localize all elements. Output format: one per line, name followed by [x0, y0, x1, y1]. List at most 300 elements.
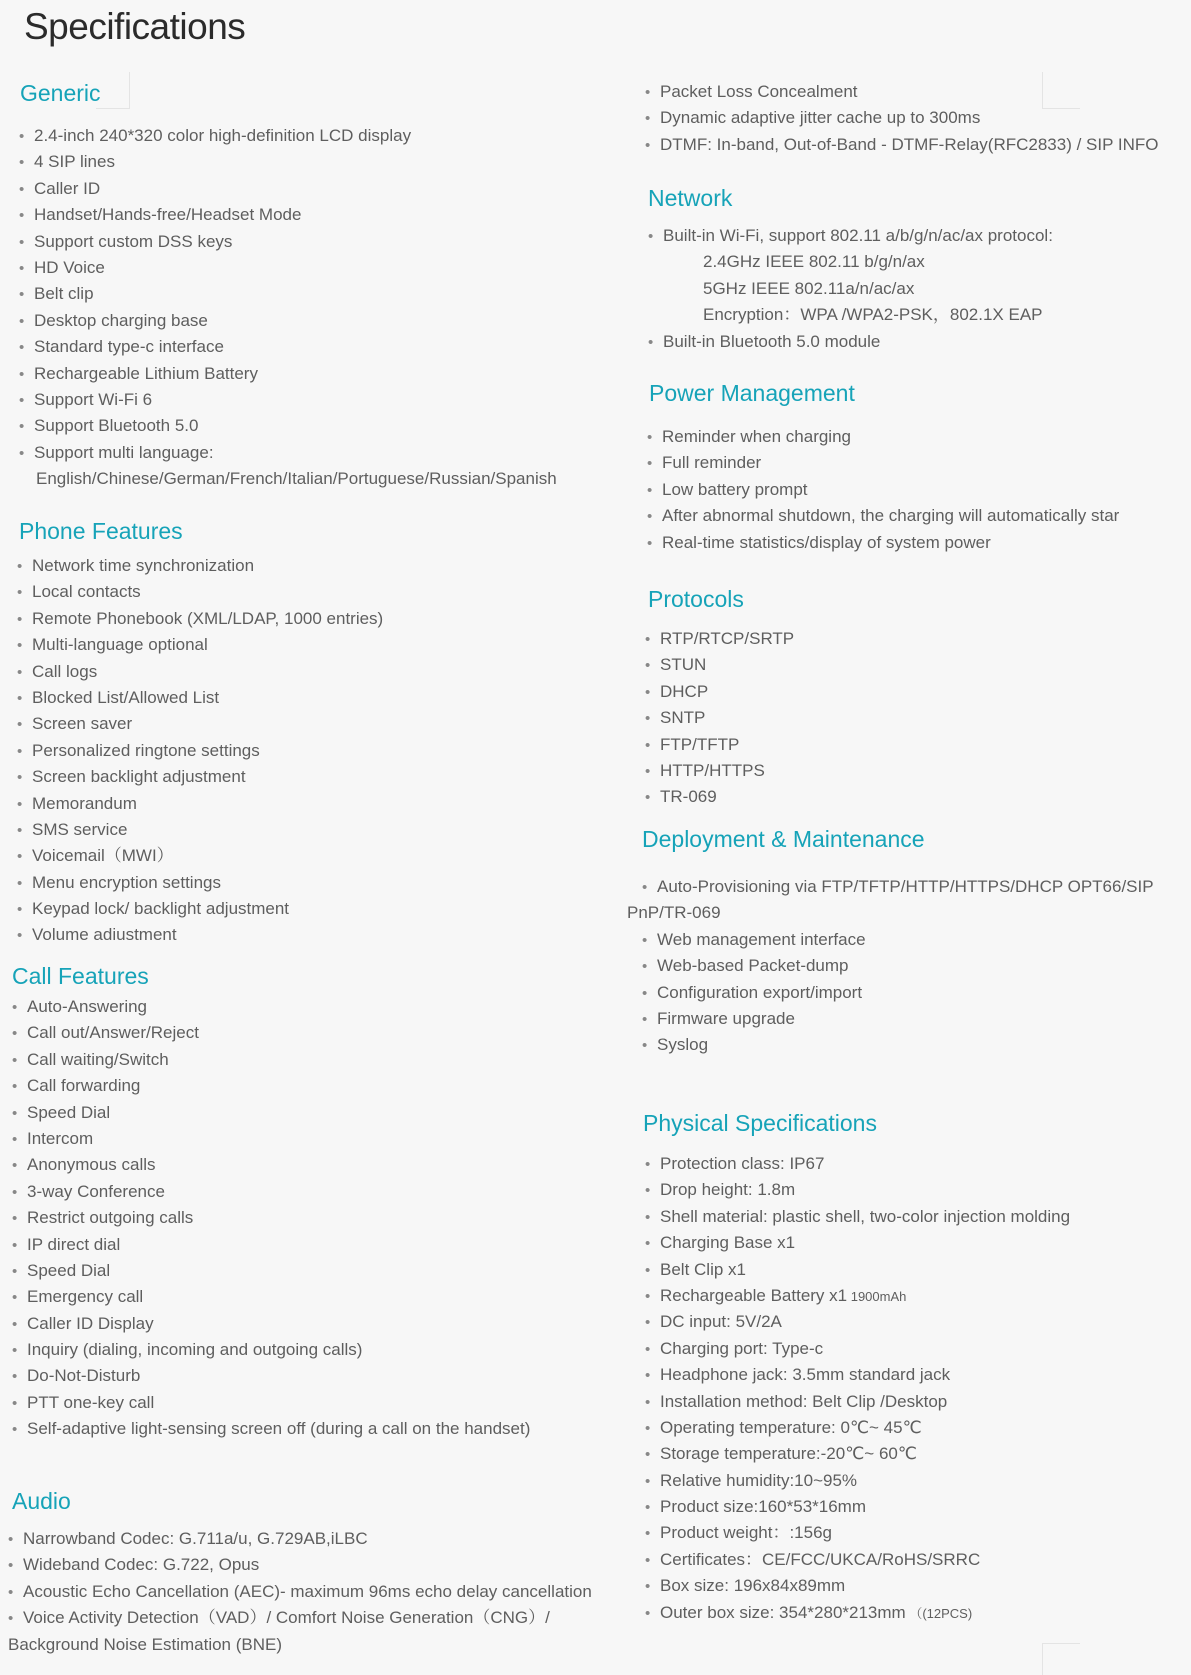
- list-item-text: Auto-Provisioning via FTP/TFTP/HTTP/HTTPS/DHCP OPT66/SIP: [657, 877, 1154, 896]
- list-item-text: Product size:160*53*16mm: [660, 1497, 867, 1517]
- list-item-text: Rechargeable Lithium Battery: [34, 363, 258, 383]
- bullet-icon: •: [647, 429, 653, 446]
- list-item-text: Blocked List/Allowed List: [32, 687, 220, 707]
- bullet-icon: •: [645, 136, 651, 154]
- bullet-icon: •: [17, 742, 23, 760]
- list-item: [645, 1468, 1070, 1494]
- list-item-text: Full reminder: [662, 453, 762, 473]
- list-item-text: Built-in Wi-Fi, support 802.11 a/b/g/n/ac/ax protocol:: [663, 226, 1053, 245]
- list-item: [12, 1020, 530, 1046]
- list-item-text: 5GHz IEEE 802.11a/n/ac/ax: [703, 278, 915, 298]
- list-item-text: Network time synchronization: [32, 556, 255, 575]
- wifi-detail: [648, 276, 1053, 302]
- list-item: [17, 711, 383, 737]
- bullet-icon: •: [645, 1156, 651, 1173]
- section-heading-protocols: Protocols: [648, 586, 744, 612]
- list-item-text: Memorandum: [32, 793, 137, 813]
- languages-line: [19, 466, 557, 492]
- list-item-text: Inquiry (dialing, incoming and outgoing calls): [27, 1340, 363, 1360]
- list-item-text: HTTP/HTTPS: [660, 760, 765, 780]
- bullet-icon: •: [19, 444, 25, 462]
- list-item: [12, 1337, 530, 1363]
- section-heading-network: Network: [648, 185, 733, 211]
- list-item-text: Screen backlight adjustment: [32, 767, 246, 787]
- list-item: [17, 579, 383, 605]
- list-item: [17, 685, 383, 711]
- bullet-icon: •: [645, 1208, 651, 1226]
- list-item-detail: 1900mAh: [847, 1288, 907, 1304]
- bullet-icon: •: [12, 999, 18, 1016]
- bullet-icon: •: [645, 110, 651, 128]
- section-heading-deployment: Deployment & Maintenance: [642, 826, 925, 852]
- list-item: [17, 606, 383, 632]
- bullet-icon: •: [19, 365, 25, 383]
- outer-box-item: [645, 1600, 1070, 1626]
- list-item: [19, 229, 557, 255]
- list-item: [645, 1177, 1070, 1203]
- list-item: [647, 477, 1119, 503]
- list-item: [17, 791, 383, 817]
- list-item-text: Voicemail（MWI）: [32, 846, 174, 866]
- list-item: [8, 1579, 592, 1605]
- list-item-text: Web management interface: [657, 929, 866, 949]
- list-item-text: DC input: 5V/2A: [660, 1312, 782, 1332]
- audio-list: [8, 1526, 592, 1658]
- bullet-icon: •: [645, 1472, 651, 1490]
- bullet-icon: •: [642, 879, 648, 896]
- section-heading-physical-specifications: Physical Specifications: [643, 1110, 877, 1136]
- bullet-icon: •: [645, 1182, 651, 1200]
- list-item: [645, 732, 794, 758]
- list-item-text: Remote Phonebook (XML/LDAP, 1000 entries): [32, 608, 384, 628]
- list-item-text: RTP/RTCP/SRTP: [660, 629, 795, 648]
- list-item-text: Restrict outgoing calls: [27, 1208, 194, 1228]
- wifi-detail: [648, 249, 1053, 275]
- bullet-icon: •: [19, 418, 25, 436]
- list-item: [12, 1390, 530, 1416]
- list-item: [645, 626, 794, 652]
- bullet-icon: •: [17, 689, 23, 707]
- list-item-text: Web-based Packet-dump: [657, 956, 849, 976]
- bullet-icon: •: [17, 610, 23, 628]
- list-item-text: Reminder when charging: [662, 427, 851, 446]
- list-item: [17, 553, 383, 579]
- list-item: [12, 1073, 530, 1099]
- list-item-text: Configuration export/import: [657, 982, 863, 1002]
- bullet-icon: •: [12, 1078, 18, 1096]
- bullet-icon: •: [19, 233, 25, 251]
- list-item-text: 3-way Conference: [27, 1181, 165, 1201]
- list-item-text: Built-in Bluetooth 5.0 module: [663, 331, 881, 351]
- bullet-icon: •: [642, 1010, 648, 1028]
- bullet-icon: •: [12, 1342, 18, 1360]
- bullet-icon: •: [12, 1130, 18, 1148]
- bullet-icon: •: [12, 1236, 18, 1254]
- bullet-icon: •: [19, 154, 25, 172]
- list-item: [645, 1494, 1070, 1520]
- bullet-icon: •: [12, 1394, 18, 1412]
- list-item-text: Volume adiustment: [32, 925, 177, 945]
- network-list: [648, 223, 1053, 355]
- list-item-text: Handset/Hands-free/Headset Mode: [34, 205, 302, 225]
- bullet-icon: •: [645, 657, 651, 675]
- list-item-text: DTMF: In-band, Out-of-Band - DTMF-Relay(RFC2833) / SIP INFO: [660, 134, 1159, 154]
- bullet-icon: •: [12, 1368, 18, 1386]
- list-item: [645, 679, 794, 705]
- list-item-text: Narrowband Codec: G.711a/u, G.729AB,iLBC: [23, 1529, 368, 1548]
- list-item: [19, 387, 557, 413]
- bullet-icon: •: [17, 716, 23, 734]
- list-item: [645, 1573, 1070, 1599]
- bullet-icon: •: [645, 1367, 651, 1385]
- list-item-text: Support multi language:: [34, 442, 214, 462]
- list-item: [17, 632, 383, 658]
- list-item: [642, 953, 1154, 979]
- list-item: [17, 764, 383, 790]
- wifi-item: [648, 223, 1053, 249]
- list-item-text: Multi-language optional: [32, 635, 208, 655]
- list-item-text: Low battery prompt: [662, 479, 808, 499]
- list-item: [17, 738, 383, 764]
- list-item: [645, 1151, 1070, 1177]
- list-item-text: Keypad lock/ backlight adjustment: [32, 899, 290, 919]
- bullet-icon: •: [17, 901, 23, 919]
- bullet-icon: •: [12, 1421, 18, 1439]
- list-item: [647, 424, 1119, 450]
- list-item-text: Charging Base x1: [660, 1233, 796, 1253]
- list-item-text: SMS service: [32, 819, 128, 839]
- list-item-text: HD Voice: [34, 257, 105, 277]
- list-item: [17, 843, 383, 869]
- list-item-text: Self-adaptive light-sensing screen off (during a call on the handset): [27, 1419, 531, 1439]
- bullet-icon: •: [12, 1157, 18, 1175]
- list-item-text: PTT one-key call: [27, 1392, 155, 1412]
- bullet-icon: •: [12, 1210, 18, 1228]
- bullet-icon: •: [19, 259, 25, 277]
- list-item-text: IP direct dial: [27, 1234, 121, 1254]
- list-item-text: Support Wi-Fi 6: [34, 389, 153, 409]
- list-item: [17, 817, 383, 843]
- bullet-icon: •: [645, 1525, 651, 1543]
- section-heading-call-features: Call Features: [12, 963, 149, 989]
- list-item-text: Product weight：:156g: [660, 1523, 832, 1543]
- list-item-text: STUN: [660, 655, 707, 675]
- list-item-text: English/Chinese/German/French/Italian/Portuguese/Russian/Spanish: [36, 469, 557, 489]
- bullet-icon: •: [645, 736, 651, 754]
- phone-features-list: [17, 553, 383, 949]
- list-item: [19, 308, 557, 334]
- list-item: [19, 334, 557, 360]
- bullet-icon: •: [19, 391, 25, 409]
- list-item-text: Speed Dial: [27, 1260, 111, 1280]
- bullet-icon: •: [12, 1051, 18, 1069]
- list-item: [645, 1230, 1070, 1256]
- list-item-text: Desktop charging base: [34, 310, 208, 330]
- list-item: [645, 132, 1158, 158]
- deployment-list: [627, 874, 1154, 1059]
- bullet-icon: •: [642, 931, 648, 949]
- list-item: [17, 870, 383, 896]
- list-item-text: Drop height: 1.8m: [660, 1180, 796, 1200]
- section-heading-generic: Generic: [20, 80, 101, 106]
- audio-continued-list: [645, 79, 1158, 158]
- section-heading-audio: Audio: [12, 1488, 71, 1514]
- bullet-icon: •: [12, 1025, 18, 1043]
- list-item: [645, 1389, 1070, 1415]
- list-item-text: Voice Activity Detection（VAD）/ Comfort Noise Generation（CNG）/: [23, 1608, 550, 1628]
- bullet-icon: •: [645, 1604, 651, 1622]
- bullet-icon: •: [19, 128, 25, 145]
- bullet-icon: •: [8, 1583, 14, 1601]
- list-item-text: Call waiting/Switch: [27, 1049, 169, 1069]
- list-item-text: Speed Dial: [27, 1102, 111, 1122]
- list-item-text: Protection class: IP67: [660, 1154, 825, 1173]
- list-item-text: Shell material: plastic shell, two-color injection molding: [660, 1206, 1071, 1226]
- bullet-icon: •: [17, 558, 23, 575]
- list-item-text: Charging port: Type-c: [660, 1338, 824, 1358]
- list-item: [645, 1362, 1070, 1388]
- list-item: [12, 1363, 530, 1389]
- bullet-icon: •: [12, 1183, 18, 1201]
- bullet-icon: •: [17, 637, 23, 655]
- list-item-text: Screen saver: [32, 714, 133, 734]
- bullet-icon: •: [17, 821, 23, 839]
- list-item: [19, 149, 557, 175]
- list-item: [12, 1047, 530, 1073]
- list-item: [12, 994, 530, 1020]
- list-item-text: Personalized ringtone settings: [32, 740, 260, 760]
- list-item: [12, 1152, 530, 1178]
- list-item-text: Call logs: [32, 661, 98, 681]
- list-item-text: Acoustic Echo Cancellation (AEC)- maximum 96ms echo delay cancellation: [23, 1581, 592, 1601]
- list-item: [645, 1520, 1070, 1546]
- list-item-text: SNTP: [660, 708, 706, 728]
- bullet-icon: •: [645, 1551, 651, 1569]
- bullet-icon: •: [19, 180, 25, 198]
- bullet-icon: •: [17, 769, 23, 787]
- list-item-text: Packet Loss Concealment: [660, 82, 858, 101]
- list-item-text: Call out/Answer/Reject: [27, 1023, 199, 1043]
- list-item: [12, 1100, 530, 1126]
- bullet-icon: •: [645, 1499, 651, 1517]
- auto-provisioning-item: [642, 874, 1154, 900]
- section-heading-power-management: Power Management: [649, 380, 855, 406]
- list-item: [17, 922, 383, 948]
- list-item: [647, 530, 1119, 556]
- bullet-icon: •: [645, 631, 651, 648]
- list-item-text: 2.4-inch 240*320 color high-definition LCD display: [34, 126, 412, 145]
- list-item: [642, 1032, 1154, 1058]
- list-item: [645, 1441, 1070, 1467]
- list-item-text: Certificates：CE/FCC/UKCA/RoHS/SRRC: [660, 1549, 981, 1569]
- bullet-icon: •: [647, 534, 653, 552]
- bullet-icon: •: [645, 1235, 651, 1253]
- bullet-icon: •: [17, 795, 23, 813]
- protocols-list: [645, 626, 794, 811]
- list-item: [8, 1605, 592, 1631]
- list-item-text: Rechargeable Battery x1: [660, 1285, 848, 1305]
- list-item: [19, 413, 557, 439]
- list-item-text: Firmware upgrade: [657, 1008, 795, 1028]
- list-item-text: Caller ID Display: [27, 1313, 154, 1333]
- list-item: [12, 1284, 530, 1310]
- list-item: [17, 659, 383, 685]
- list-item-text: Encryption：WPA /WPA2-PSK，802.1X EAP: [703, 305, 1043, 325]
- bullet-icon: •: [642, 1037, 648, 1055]
- list-item: [647, 450, 1119, 476]
- list-item: [645, 1257, 1070, 1283]
- list-item: [12, 1179, 530, 1205]
- list-item-text: Outer box size: 354*280*213mm: [660, 1602, 906, 1622]
- power-management-list: [647, 424, 1119, 556]
- list-item: [645, 1336, 1070, 1362]
- list-item: [19, 202, 557, 228]
- physical-specifications-list: [645, 1151, 1070, 1626]
- list-item: [12, 1258, 530, 1284]
- list-item: [12, 1126, 530, 1152]
- bullet-icon: •: [8, 1557, 14, 1575]
- bullet-icon: •: [645, 762, 651, 780]
- bullet-icon: •: [642, 984, 648, 1002]
- list-item-text: After abnormal shutdown, the charging will automatically star: [662, 506, 1120, 526]
- list-item: [642, 980, 1154, 1006]
- bullet-icon: •: [645, 683, 651, 701]
- list-item: [645, 652, 794, 678]
- bullet-icon: •: [8, 1610, 14, 1628]
- list-item-text: FTP/TFTP: [660, 734, 740, 754]
- bullet-icon: •: [645, 1393, 651, 1411]
- list-item-text: Relative humidity:10~95%: [660, 1470, 858, 1490]
- list-item: [19, 440, 557, 466]
- list-item: [645, 1204, 1070, 1230]
- list-item-text: Support Bluetooth 5.0: [34, 416, 199, 436]
- bullet-icon: •: [645, 1446, 651, 1464]
- list-item: [8, 1552, 592, 1578]
- list-item-text: Local contacts: [32, 582, 141, 602]
- bullet-icon: •: [19, 312, 25, 330]
- list-item-text: DHCP: [660, 681, 709, 701]
- list-item-text: Storage temperature:-20℃~ 60℃: [660, 1444, 917, 1464]
- list-item: [12, 1311, 530, 1337]
- list-item-text: Caller ID: [34, 178, 101, 198]
- list-item-text: Box size: 196x84x89mm: [660, 1576, 846, 1596]
- list-item: [12, 1205, 530, 1231]
- bullet-icon: •: [648, 333, 654, 351]
- list-item-text: Dynamic adaptive jitter cache up to 300ms: [660, 108, 981, 128]
- list-item: [642, 1006, 1154, 1032]
- list-item-text: Headphone jack: 3.5mm standard jack: [660, 1365, 951, 1385]
- bullet-icon: •: [8, 1531, 14, 1548]
- list-item: [642, 927, 1154, 953]
- list-item: [645, 758, 794, 784]
- list-item-text: Operating temperature: 0℃~ 45℃: [660, 1417, 922, 1437]
- bullet-icon: •: [645, 1419, 651, 1437]
- bullet-icon: •: [645, 1261, 651, 1279]
- list-item: [8, 1526, 592, 1552]
- list-item: [17, 896, 383, 922]
- bullet-icon: •: [17, 848, 23, 866]
- bluetooth-item: [648, 329, 1053, 355]
- list-item: [19, 123, 557, 149]
- list-item-text: Standard type-c interface: [34, 337, 224, 357]
- list-item-text: Belt Clip x1: [660, 1259, 746, 1279]
- list-item-text: PnP/TR-069: [627, 903, 721, 923]
- bullet-icon: •: [645, 1287, 651, 1305]
- wifi-detail: [648, 302, 1053, 328]
- page-title: Specifications: [24, 6, 246, 47]
- list-item: [645, 1309, 1070, 1335]
- auto-provisioning-wrap: [627, 900, 1154, 926]
- list-item: [645, 705, 794, 731]
- bullet-icon: •: [19, 339, 25, 357]
- bullet-icon: •: [645, 1578, 651, 1596]
- list-item: [19, 361, 557, 387]
- divider: [1042, 1643, 1080, 1644]
- list-item: [19, 255, 557, 281]
- list-item: [12, 1232, 530, 1258]
- bullet-icon: •: [642, 958, 648, 976]
- list-item-text: Wideband Codec: G.722, Opus: [23, 1555, 260, 1575]
- battery-item: [645, 1283, 1070, 1309]
- bullet-icon: •: [19, 286, 25, 304]
- list-item-text: Syslog: [657, 1035, 709, 1055]
- bullet-icon: •: [647, 481, 653, 499]
- bullet-icon: •: [645, 789, 651, 807]
- list-item: [645, 1547, 1070, 1573]
- bullet-icon: •: [12, 1289, 18, 1307]
- divider: [1042, 1643, 1043, 1675]
- bullet-icon: •: [12, 1262, 18, 1280]
- list-item-text: Emergency call: [27, 1287, 144, 1307]
- bullet-icon: •: [647, 508, 653, 526]
- list-item: [645, 79, 1158, 105]
- bullet-icon: •: [12, 1315, 18, 1333]
- list-item: [645, 784, 794, 810]
- list-item-text: TR-069: [660, 787, 717, 807]
- list-item: [19, 176, 557, 202]
- call-features-list: [12, 994, 530, 1443]
- list-item-text: 2.4GHz IEEE 802.11 b/g/n/ax: [703, 252, 925, 272]
- list-item: [645, 1415, 1070, 1441]
- list-item-detail: （(12PCS): [905, 1605, 973, 1621]
- list-item-text: Auto-Answering: [27, 997, 148, 1016]
- list-item-text: Background Noise Estimation (BNE): [8, 1634, 283, 1654]
- divider: [129, 72, 130, 108]
- list-item-text: Installation method: Belt Clip /Desktop: [660, 1391, 948, 1411]
- list-item: [647, 503, 1119, 529]
- bullet-icon: •: [645, 1314, 651, 1332]
- list-item-text: Support custom DSS keys: [34, 231, 233, 251]
- bullet-icon: •: [17, 584, 23, 602]
- bullet-icon: •: [645, 84, 651, 101]
- divider: [96, 108, 130, 109]
- bullet-icon: •: [647, 455, 653, 473]
- list-item-text: Intercom: [27, 1128, 94, 1148]
- list-item-text: 4 SIP lines: [34, 152, 115, 172]
- list-item: [12, 1416, 530, 1442]
- list-item-text: Anonymous calls: [27, 1155, 156, 1175]
- bullet-icon: •: [645, 710, 651, 728]
- bullet-icon: •: [12, 1104, 18, 1122]
- bullet-icon: •: [648, 228, 654, 245]
- list-item-text: Menu encryption settings: [32, 872, 221, 892]
- bullet-icon: •: [17, 874, 23, 892]
- generic-list: [19, 123, 557, 492]
- bullet-icon: •: [17, 927, 23, 945]
- list-item-text: Call forwarding: [27, 1076, 141, 1096]
- bullet-icon: •: [17, 663, 23, 681]
- audio-wrap-line: [8, 1632, 592, 1658]
